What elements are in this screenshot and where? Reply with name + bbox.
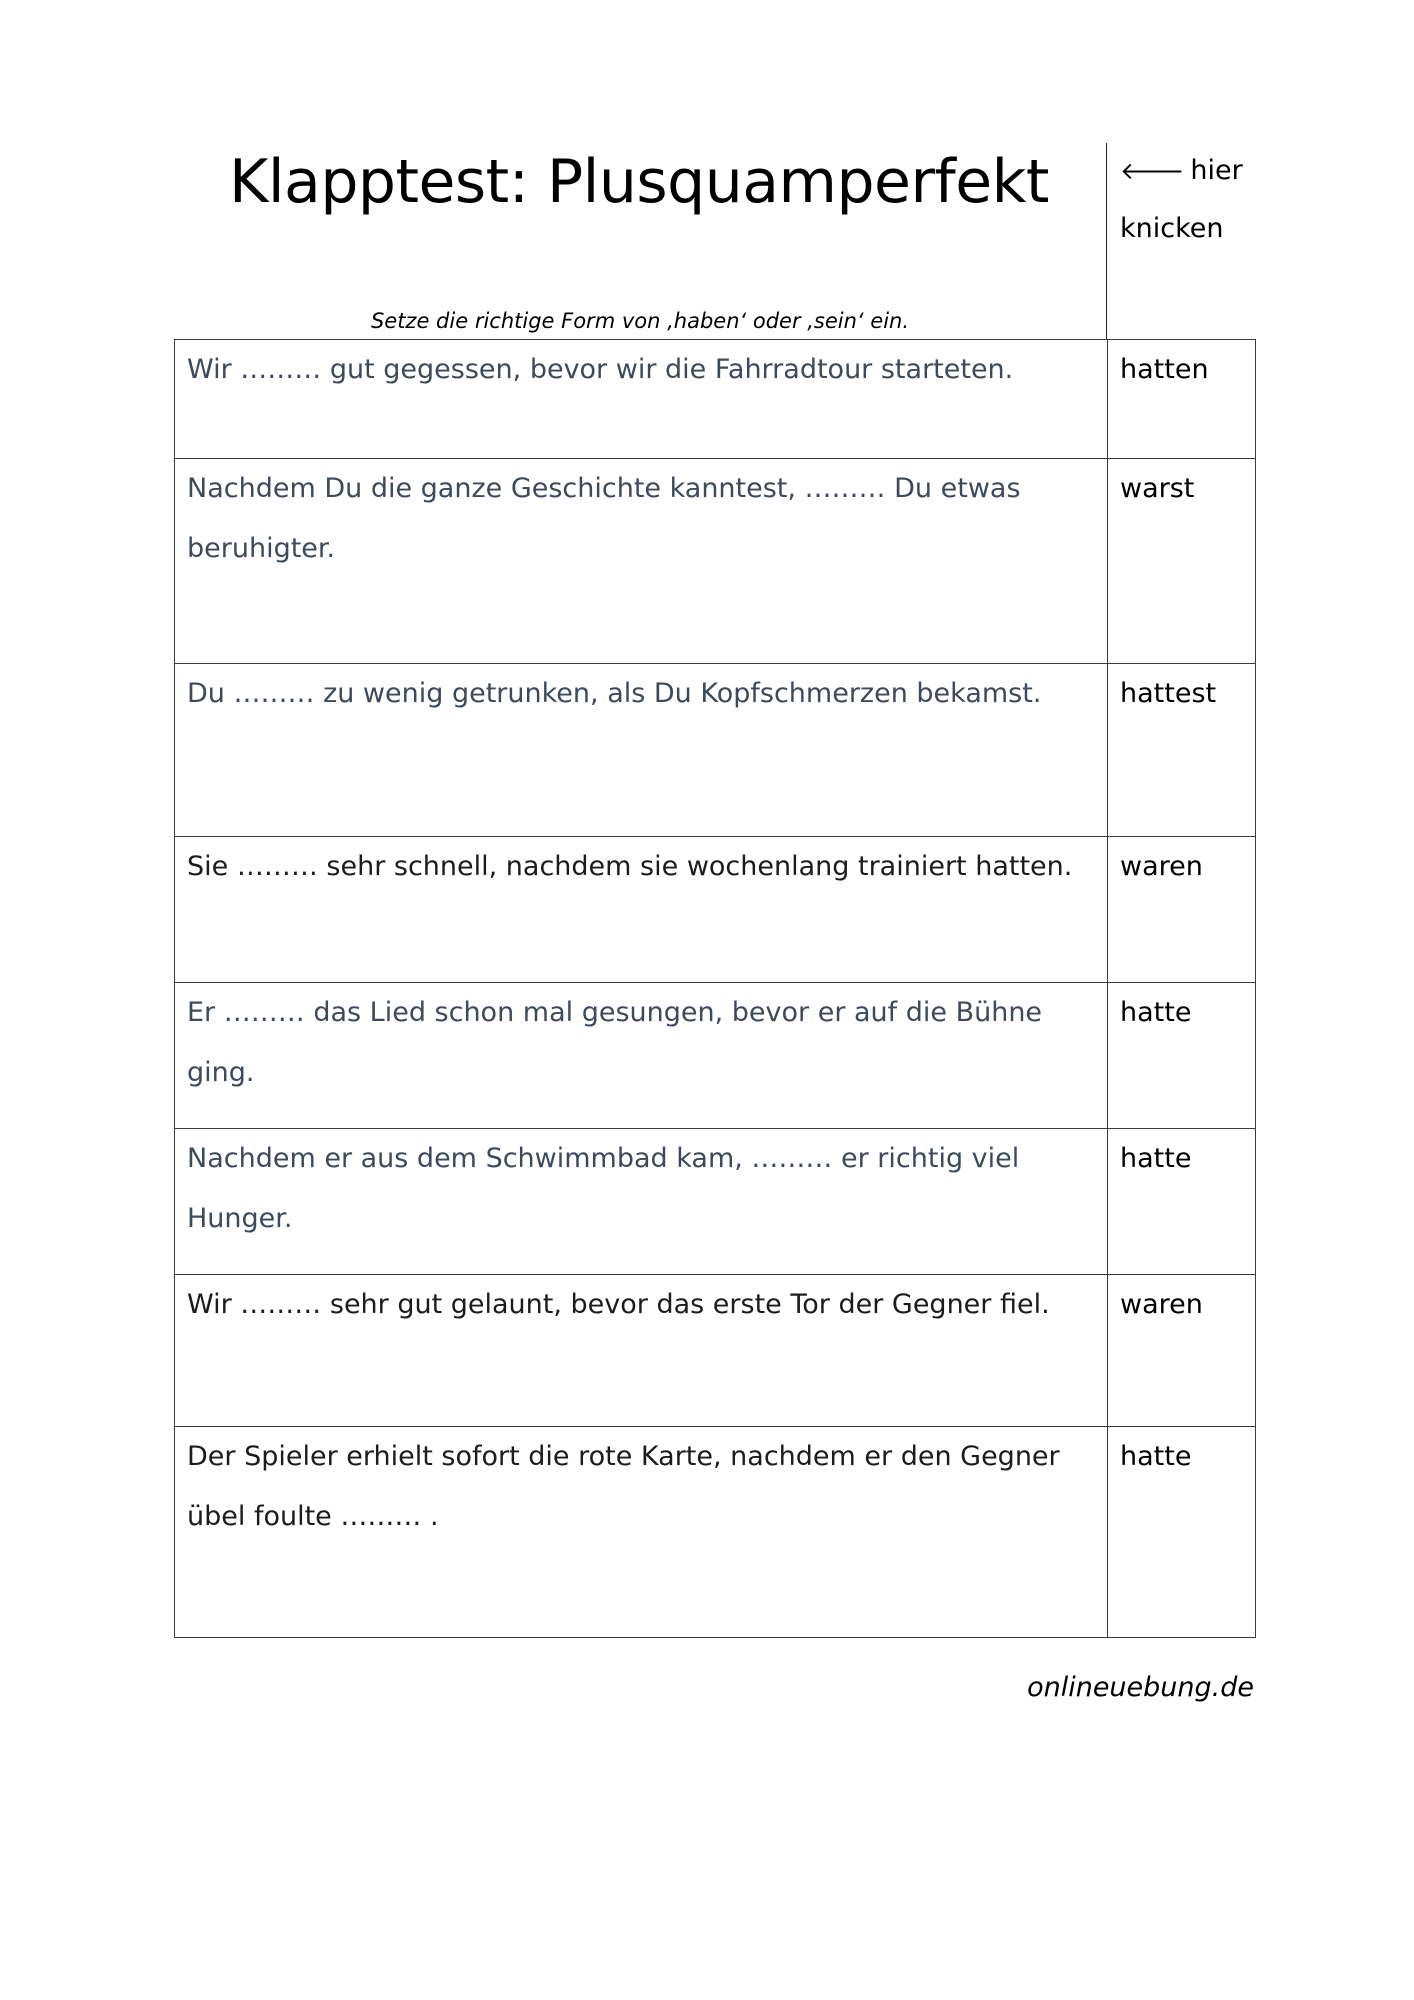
question-cell [175, 459, 1108, 664]
fold-hint-text-2: knicken [1120, 213, 1224, 244]
table-row [175, 1275, 1256, 1427]
table-row [175, 837, 1256, 983]
question-text: Nachdem Du die ganze Geschichte kanntest, ……… Du etwas beruhigter. [187, 473, 1021, 564]
answer-cell: hatte [1108, 1129, 1256, 1275]
fold-hint-text-1: hier [1190, 155, 1243, 186]
exercise-table [174, 339, 1256, 1638]
answer-cell: waren [1108, 1275, 1256, 1427]
question-cell [175, 983, 1108, 1129]
fold-hint [1120, 142, 1243, 258]
question-text: Der Spieler erhielt sofort die rote Karte, nachdem er den Gegner übel foulte ……… . [187, 1441, 1060, 1532]
table-row [175, 459, 1256, 664]
answer-cell: waren [1108, 837, 1256, 983]
question-text: Wir ……… sehr gut gelaunt, bevor das erste Tor der Gegner fiel. [187, 1289, 1050, 1320]
question-cell [175, 340, 1108, 459]
question-cell [175, 1275, 1108, 1427]
answer-cell: warst [1108, 459, 1256, 664]
question-text: Sie ……… sehr schnell, nachdem sie wochenlang trainiert hatten. [187, 851, 1073, 882]
question-text: Er ……… das Lied schon mal gesungen, bevor er auf die Bühne ging. [187, 997, 1043, 1088]
question-text: Du ……… zu wenig getrunken, als Du Kopfschmerzen bekamst. [187, 678, 1042, 709]
question-cell [175, 664, 1108, 837]
answer-cell: hatte [1108, 1427, 1256, 1638]
question-text: Wir ……… gut gegessen, bevor wir die Fahrradtour starteten. [187, 354, 1014, 385]
fold-hint-line-1 [1120, 142, 1243, 200]
answer-cell: hatte [1108, 983, 1256, 1129]
question-cell [175, 1427, 1108, 1638]
fold-divider-line [1106, 143, 1107, 339]
table-row [175, 340, 1256, 459]
arrow-left-icon: 🡐 [1120, 157, 1185, 185]
table-row [175, 983, 1256, 1129]
footer-source: onlineuebung.de [1027, 1672, 1254, 1703]
table-row [175, 664, 1256, 837]
table-row [175, 1129, 1256, 1275]
answer-cell: hattest [1108, 664, 1256, 837]
question-cell [175, 837, 1108, 983]
table-row [175, 1427, 1256, 1638]
question-text: Nachdem er aus dem Schwimmbad kam, ……… er richtig viel Hunger. [187, 1143, 1020, 1234]
answer-cell: hatten [1108, 340, 1256, 459]
instruction-text: Setze die richtige Form von ‚haben‘ oder ‚sein‘ ein. [370, 309, 910, 333]
page-title: Klapptest: Plusquamperfekt [229, 147, 1049, 217]
question-cell [175, 1129, 1108, 1275]
